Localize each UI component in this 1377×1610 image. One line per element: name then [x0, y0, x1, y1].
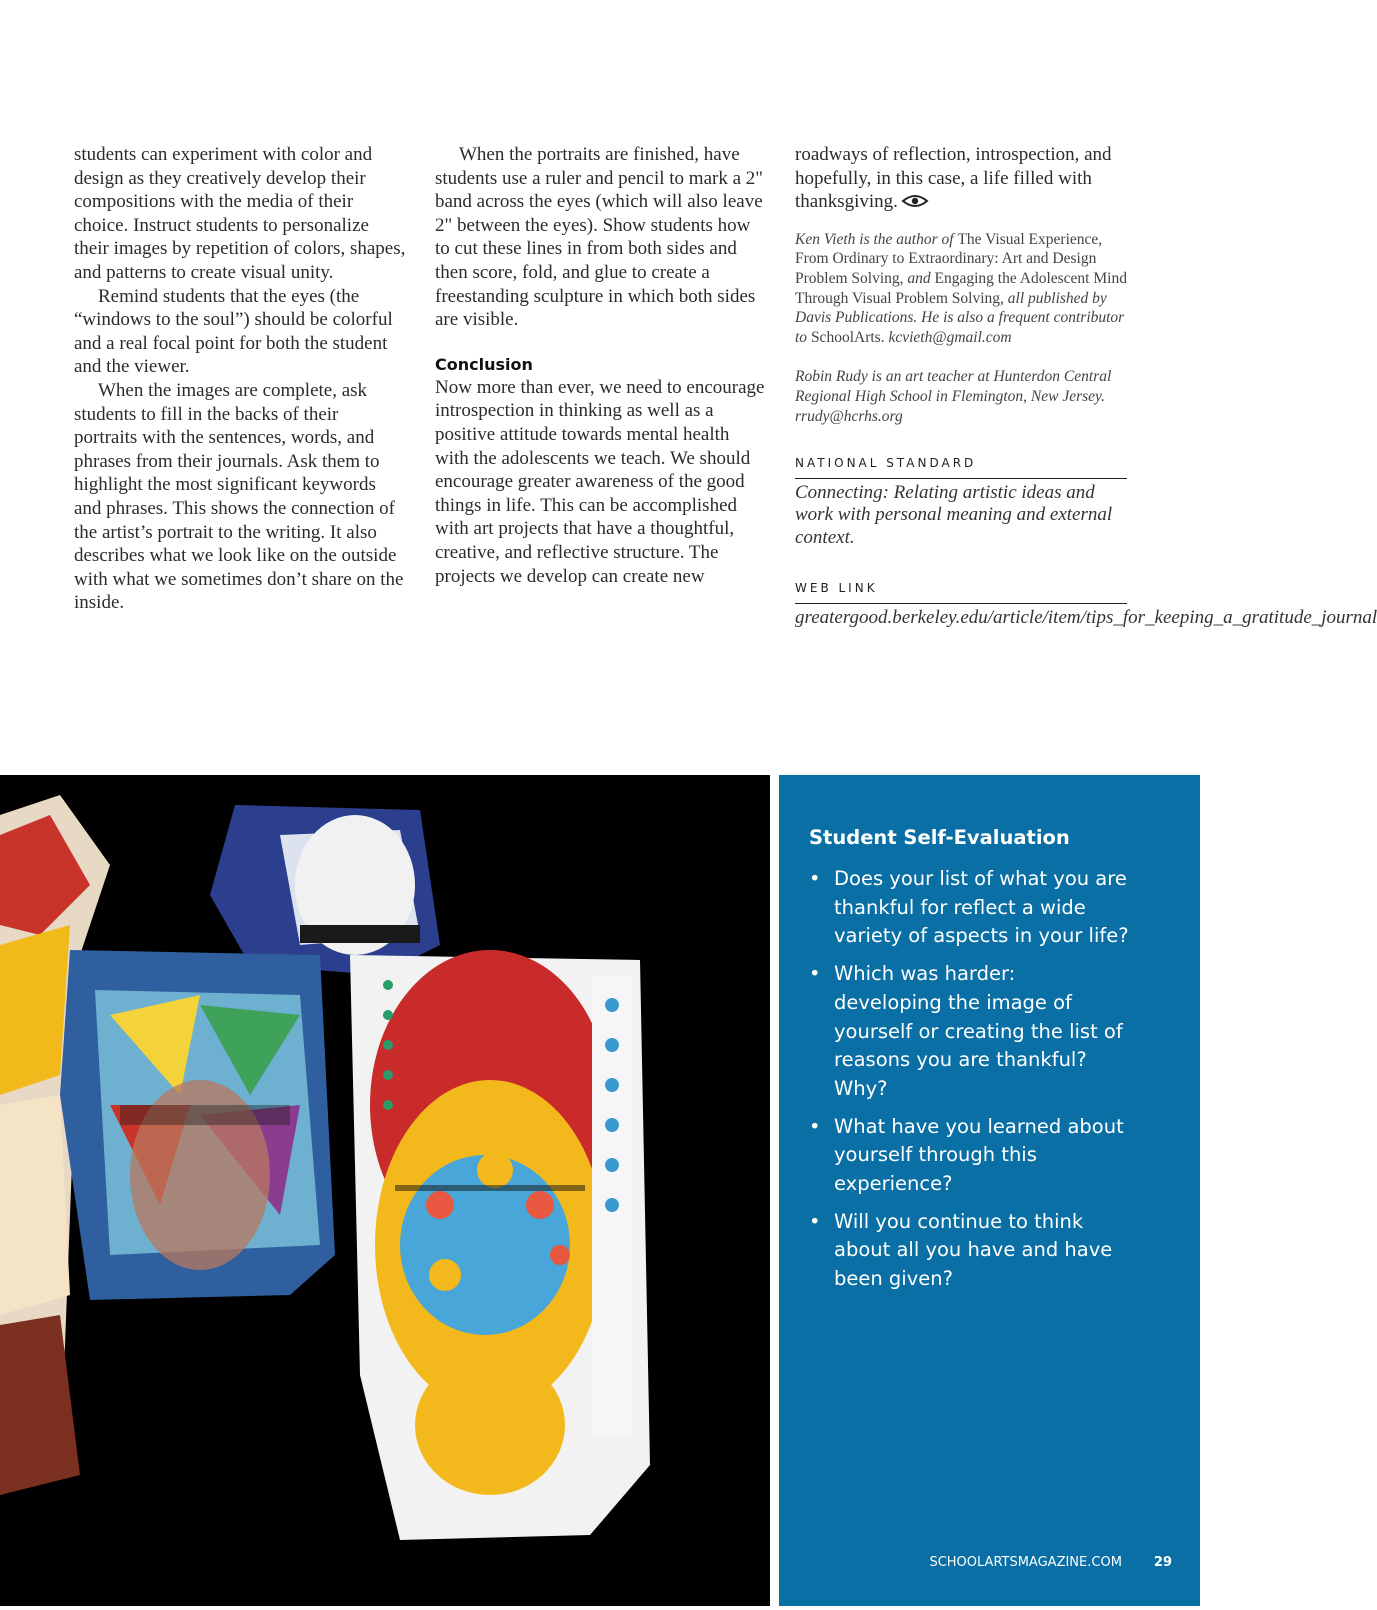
- closing-text: roadways of reflection, introspection, and hopefully, in this case, a life filled with thanksgiving.: [795, 144, 1112, 213]
- paragraph: Now more than ever, we need to encourage introspection in thinking as well as a positive attitude towards mental health with the adolescents we teach. We should encourage greater awareness of the good things in life. This can be accomplished with art projects that have a thoughtful, creative, and reflective structure. The projects we develop can create new: [435, 376, 765, 587]
- magazine-url: SCHOOLARTSMAGAZINE.COM: [929, 1555, 1122, 1570]
- article-column-1: [74, 143, 406, 615]
- conclusion-heading: Conclusion: [435, 354, 533, 374]
- list-item: • Does your list of what you are thankful for reflect a wide variety of aspects in your life?: [809, 865, 1129, 951]
- web-link-label: WEB LINK: [795, 577, 1127, 604]
- author-bio-vieth: Ken Vieth is the author of The Visual Experience, From Ordinary to Extraordinary: Art and Design Problem Solving, and Engaging the Adolescent Mind Through Visual Problem Solving, all published by Davis Publications. He is also a frequent contributor to SchoolArts. kcvieth@gmail.com: [795, 230, 1127, 346]
- paragraph: Remind students that the eyes (the “windows to the soul”) should be colorful and a real focal point for both the student and the viewer.: [74, 285, 393, 378]
- sidebar-title: Student Self-Evaluation: [809, 826, 1070, 849]
- student-artwork-photo: [0, 775, 770, 1606]
- self-evaluation-sidebar: [779, 775, 1200, 1606]
- page-number: 29: [1153, 1555, 1172, 1570]
- national-standard-text: Connecting: Relating artistic ideas and work with personal meaning and external context.: [795, 481, 1113, 548]
- paragraph: [795, 143, 1127, 214]
- artwork-illustration: [0, 775, 770, 1606]
- list-item: • What have you learned about yourself through this experience?: [809, 1113, 1129, 1199]
- national-standard-label: NATIONAL STANDARD: [795, 452, 1127, 479]
- paragraph: When the images are complete, ask students to fill in the backs of their portraits with the sentences, words, and phrases from their journals. Ask them to highlight the most significant keywords and phrases. This shows the connection of the artist’s portrait to the writing. It also describes what we look like on the outside with what we sometimes don’t share on the inside.: [74, 379, 404, 614]
- list-item: • Which was harder: developing the image of yourself or creating the list of reasons you are thankful? Why?: [809, 960, 1129, 1104]
- evaluation-questions-list: [809, 865, 1129, 1303]
- page-footer: [929, 1555, 1172, 1570]
- list-item: • Will you continue to think about all you have and have been given?: [809, 1208, 1129, 1294]
- article-column-3: [795, 143, 1377, 629]
- author-bio-rudy: Robin Rudy is an art teacher at Hunterdon Central Regional High School in Flemington, New Jersey. rrudy@hcrhs.org: [795, 368, 1112, 425]
- paragraph: students can experiment with color and design as they creatively develop their compositions with the media of their choice. Instruct students to personalize their images by repetition of colors, shapes, and patterns to create visual unity.: [74, 144, 406, 283]
- paragraph: When the portraits are finished, have students use a ruler and pencil to mark a 2" band across the eyes (which will also leave 2" between the eyes). Show students how to cut these lines in from both sides and then score, fold, and glue to create a freestanding sculpture in which both sides are visible.: [435, 144, 764, 331]
- web-link-text: greatergood.berkeley.edu/article/item/tips_for_keeping_a_gratitude_journal: [795, 606, 1377, 628]
- article-column-2: [435, 143, 767, 588]
- end-mark-eye-icon: [902, 194, 928, 208]
